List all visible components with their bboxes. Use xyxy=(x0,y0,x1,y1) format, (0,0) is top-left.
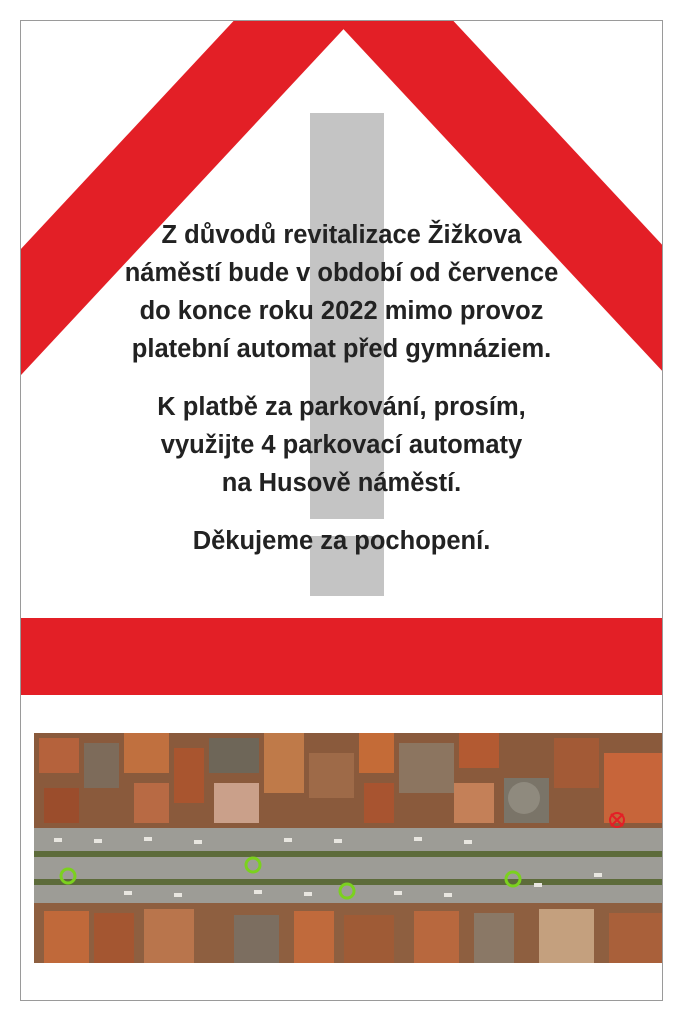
notice-paragraph-thanks: Děkujeme za pochopení. xyxy=(192,527,491,555)
notice-paragraph-closure: Z důvodů revitalizace Žižkova náměstí bude v období od července do konce roku 2022 mimo provoz platební automat před gymnáziem. xyxy=(124,221,559,363)
notice-message xyxy=(21,216,662,580)
warning-red-bar xyxy=(21,618,662,695)
notice-sign xyxy=(20,20,663,1001)
aerial-map-image xyxy=(34,733,662,963)
notice-paragraph-alternative: K platbě za parkování, prosím, využijte 4 parkovací automaty na Husově náměstí. xyxy=(157,393,526,497)
aerial-map xyxy=(34,733,662,963)
